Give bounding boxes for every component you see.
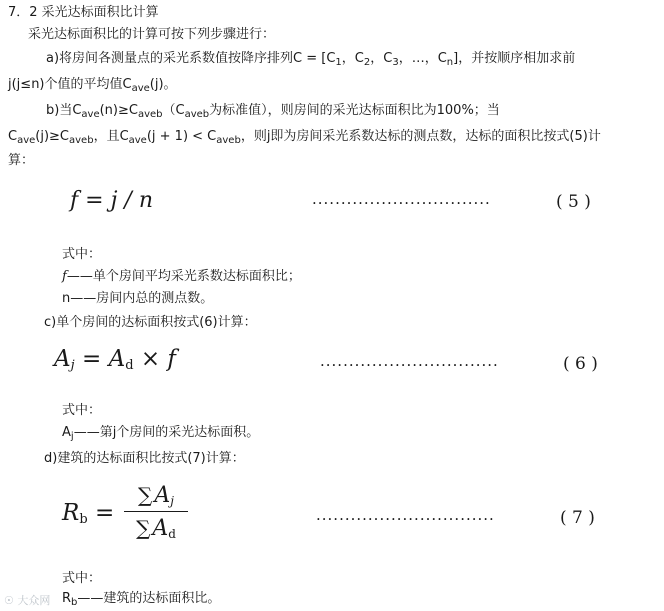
- equation-5: [70, 188, 153, 213]
- section-title: 7．2 采光达标面积比计算: [8, 5, 159, 20]
- step-c: c)单个房间的达标面积按式(6)计算：: [44, 315, 257, 330]
- eq6-number: ( 6 ): [563, 354, 598, 374]
- watermark-logo: ☉ 大众网: [4, 594, 51, 607]
- where-5-f: f——单个房间平均采光系数达标面积比；: [62, 269, 301, 284]
- eq5-rhs: j / n: [110, 188, 153, 213]
- eq5-equals: =: [85, 188, 104, 213]
- step-b-line-2: $C_{ave}(j)\ge C_{aveb}$，且$C_{ave}(j + 1) < C_{aveb}$，则j即为房间采光系数达标的测点数，达标的面积比按式(5)计: [8, 129, 601, 146]
- where-7-label: 式中：: [62, 571, 102, 586]
- eq5-number: ( 5 ): [556, 192, 591, 212]
- eq5-leader-dots: ·······························: [312, 194, 491, 212]
- eq7-numerator: $\sum A_j$: [138, 483, 174, 508]
- step-a-line-1: a)将房间各测量点的采光系数值按降序排列$C = [C_1$，$C_2$，$C_3$，…，$C_n$]，并按顺序相加求前: [46, 51, 576, 68]
- equation-7-lhs: $R_b$ =: [62, 500, 115, 527]
- step-b-line-3: 算：: [8, 153, 35, 168]
- where-7-rb: $R_b——$建筑的达标面积比。: [62, 591, 221, 608]
- step-a-line-2: j(j≤n)个值的平均值$C_{ave}(j)$。: [8, 77, 177, 94]
- step-b-line-1: b)当$C_{ave}(n)\ge C_{aveb}(C_{aveb}$为标准值），则房间的采光达标面积比为100%；当: [46, 103, 500, 120]
- intro-text: 采光达标面积比的计算可按下列步骤进行：: [28, 27, 276, 42]
- where-5-n: n——房间内总的测点数。: [62, 291, 214, 306]
- where-6-label: 式中：: [62, 403, 102, 418]
- watermark-icon: ☉: [4, 594, 14, 607]
- eq7-leader-dots: ·······························: [316, 510, 495, 528]
- eq7-denominator: $\sum A_d$: [136, 516, 176, 541]
- where-6-aj: $A_j——$第j个房间的采光达标面积。: [62, 425, 260, 442]
- step-d: d)建筑的达标面积比按式(7)计算：: [44, 451, 245, 466]
- eq6-leader-dots: ·······························: [320, 356, 499, 374]
- equation-6: $A_j = A_d \times f$: [54, 346, 176, 373]
- eq5-lhs: f: [70, 188, 79, 213]
- equation-7-fraction: [124, 480, 188, 543]
- eq7-number: ( 7 ): [560, 508, 595, 528]
- eq7-fraction-bar: [124, 511, 188, 512]
- where-5-label: 式中：: [62, 247, 102, 262]
